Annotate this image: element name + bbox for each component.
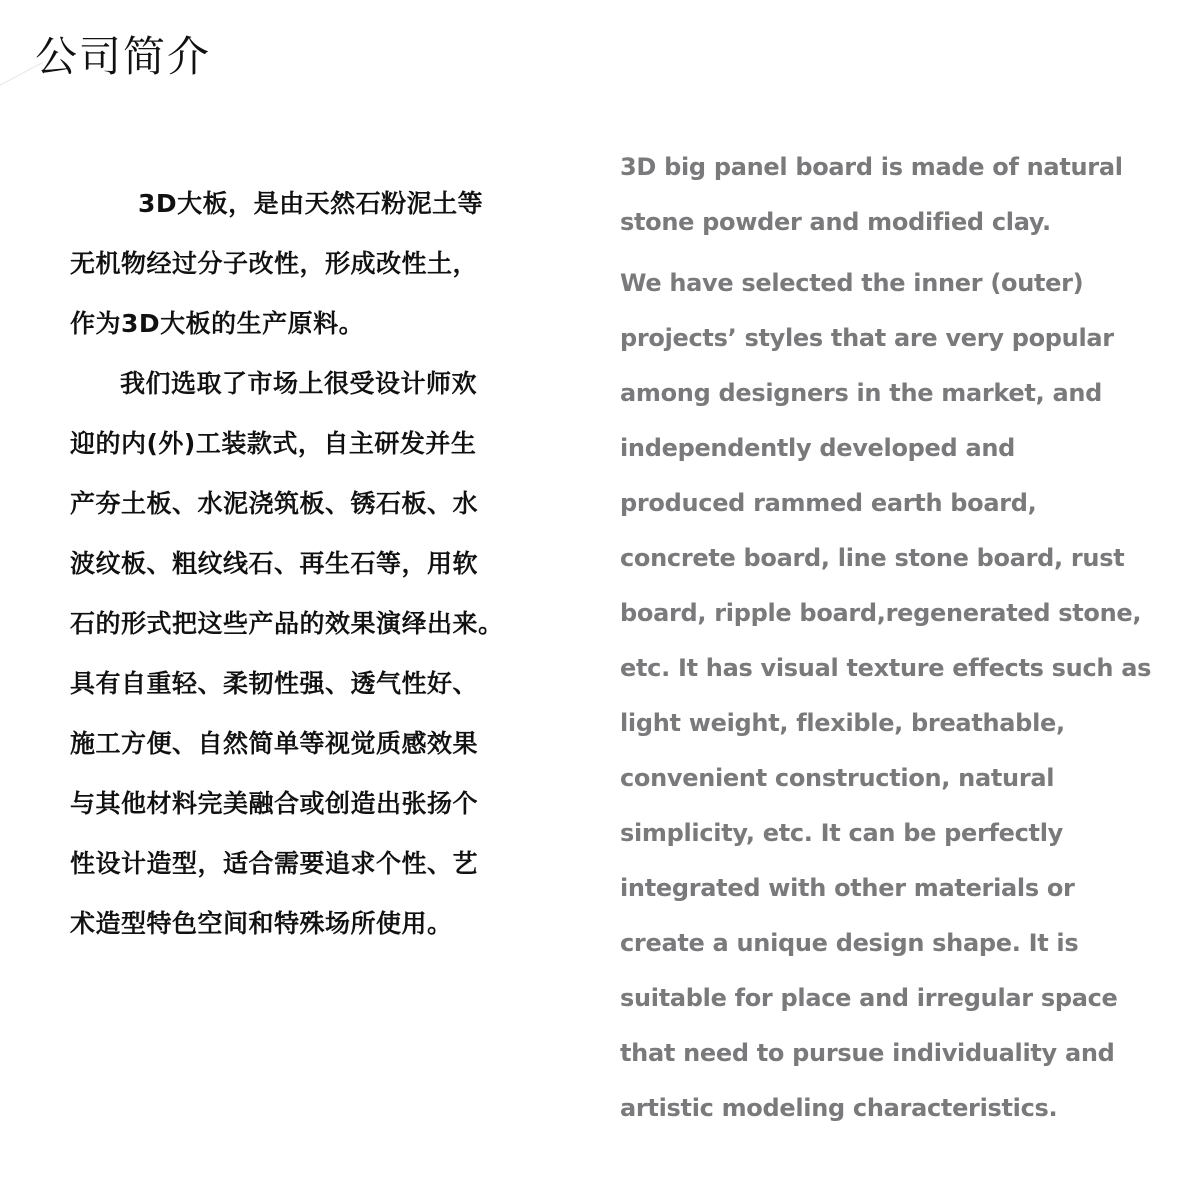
cn-line: 迎的内(外)工装款式，自主研发并生 [70,429,477,458]
cn-line: 与其他材料完美融合或创造出张扬个 [70,789,479,818]
en-line: convenient construction, natural [620,764,1055,792]
en-line: that need to pursue individuality and [620,1039,1115,1067]
cn-line: 施工方便、自然简单等视觉质感效果 [70,729,479,758]
en-line: independently developed and [620,434,1016,462]
en-line: stone powder and modified clay. [620,208,1051,236]
cn-line: 性设计造型，适合需要追求个性、艺 [70,849,479,878]
en-line: create a unique design shape. It is [620,929,1079,957]
en-line: suitable for place and irregular space [620,984,1118,1012]
en-line: integrated with other materials or [620,874,1075,902]
cn-line: 无机物经过分子改性，形成改性土， [70,249,479,278]
en-line: among designers in the market, and [620,379,1102,407]
en-line: We have selected the inner (outer) [620,269,1084,297]
en-line: concrete board, line stone board, rust [620,544,1125,572]
cn-line: 作为3D大板的生产原料。 [70,309,365,338]
en-line: board, ripple board,regenerated stone, [620,599,1142,627]
en-line: light weight, flexible, breathable, [620,709,1065,737]
en-line: artistic modeling characteristics. [620,1094,1058,1122]
cn-line: 具有自重轻、柔韧性强、透气性好、 [70,669,479,698]
cn-line: 产夯土板、水泥浇筑板、锈石板、水 [70,489,479,518]
cn-line: 术造型特色空间和特殊场所使用。 [70,909,453,938]
en-line: etc. It has visual texture effects such as [620,654,1152,682]
page-title: 公司简介 [35,32,212,81]
en-line: projects’ styles that are very popular [620,324,1114,352]
cn-line: 石的形式把这些产品的效果演绎出来。 [70,609,504,638]
cn-line: 3D大板，是由天然石粉泥土等 [138,189,484,218]
chinese-description [70,178,540,958]
en-line: simplicity, etc. It can be perfectly [620,819,1063,847]
en-line: 3D big panel board is made of natural [620,153,1123,181]
cn-line: 波纹板、粗纹线石、再生石等，用软 [70,549,479,578]
en-line: produced rammed earth board, [620,489,1037,517]
english-description [620,140,1152,1136]
cn-line: 我们选取了市场上很受设计师欢 [120,369,478,398]
